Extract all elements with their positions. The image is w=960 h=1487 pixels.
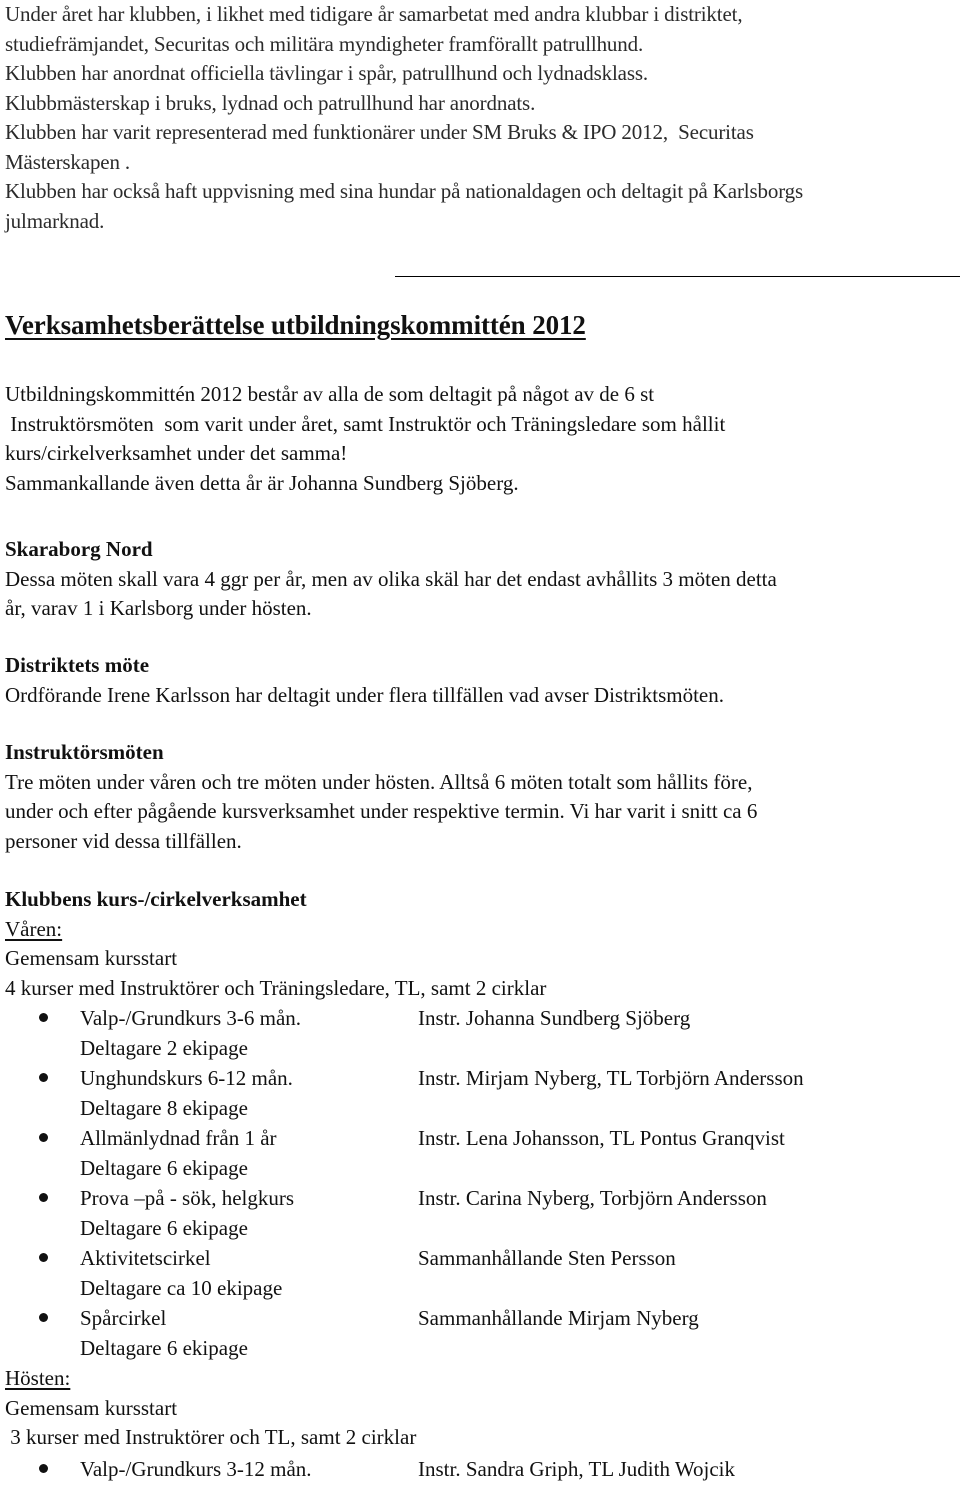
section-line: Ordförande Irene Karlsson har deltagit under flera tillfällen vad avser Distriktsmöten.: [5, 682, 724, 707]
list-item: [5, 1004, 955, 1064]
course-participants: Deltagare 8 ekipage: [80, 1096, 248, 1120]
section-line: Dessa möten skall vara 4 ggr per år, men av olika skäl har det endast avhållits 3 möten detta: [5, 566, 777, 591]
bullet-icon: [39, 1133, 48, 1142]
course-instructor: Instr. Sandra Griph, TL Judith Wojcik: [418, 1456, 735, 1481]
section-distrikt: [5, 651, 955, 710]
list-item: [5, 1304, 955, 1364]
intro-line: Under året har klubben, i likhet med tidigare år samarbetat med andra klubbar i distriktet,: [5, 2, 743, 26]
section-line: år, varav 1 i Karlsborg under hösten.: [5, 596, 312, 620]
committee-summary: [5, 380, 955, 498]
bullet-icon: [39, 1464, 48, 1473]
summary-line: Instruktörsmöten som varit under året, samt Instruktör och Träningsledare som hållit: [5, 411, 726, 436]
autumn-course-list: [5, 1455, 955, 1487]
horizontal-divider: [395, 276, 960, 277]
intro-line: Klubbmästerskap i bruks, lydnad och patrullhund har anordnats.: [5, 90, 536, 115]
section-heading: Distriktets möte: [5, 653, 150, 677]
section-line: under och efter pågående kursverksamhet under respektive termin. Vi har varit i snitt ca 6: [5, 799, 758, 823]
course-name: Prova –på - sök, helgkurs: [80, 1186, 295, 1210]
course-participants: Deltagare 2 ekipage: [80, 1036, 248, 1060]
course-name: Allmänlydnad från 1 år: [80, 1126, 277, 1150]
section-line: personer vid dessa tillfällen.: [5, 828, 242, 853]
course-participants: Deltagare 6 ekipage: [80, 1216, 248, 1240]
summary-line: Sammankallande även detta år är Johanna Sundberg Sjöberg.: [5, 470, 519, 495]
summary-line: kurs/cirkelverksamhet under det samma!: [5, 441, 348, 465]
course-instructor: Instr. Mirjam Nyberg, TL Torbjörn Andersson: [418, 1066, 804, 1090]
bullet-icon: [39, 1013, 48, 1022]
summary-line: Utbildningskommittén 2012 består av alla de som deltagit på något av de 6 st: [5, 382, 655, 406]
course-name: Valp-/Grundkurs 3-12 mån.: [80, 1456, 312, 1481]
list-item: [5, 1244, 955, 1304]
spring-label: Våren:: [5, 916, 63, 941]
intro-line: Klubben har också haft uppvisning med sina hundar på nationaldagen och deltagit på Karlsborgs: [5, 179, 804, 203]
autumn-label: Hösten:: [5, 1366, 71, 1390]
course-name: Aktivitetscirkel: [80, 1246, 211, 1270]
intro-paragraph: [5, 0, 960, 236]
intro-line: Mästerskapen .: [5, 149, 131, 174]
section-instruktorsmoten: [5, 738, 955, 856]
autumn-start: Gemensam kursstart: [5, 1395, 178, 1420]
spring-start: Gemensam kursstart: [5, 946, 178, 970]
course-name: Valp-/Grundkurs 3-6 mån.: [80, 1006, 302, 1030]
list-item: [5, 1455, 955, 1487]
course-instructor: Instr. Carina Nyberg, Torbjörn Andersson: [418, 1186, 767, 1210]
section-kursverksamhet: [5, 885, 955, 1487]
bullet-icon: [39, 1073, 48, 1082]
section-heading: Skaraborg Nord: [5, 537, 153, 561]
course-instructor: Instr. Johanna Sundberg Sjöberg: [418, 1006, 691, 1030]
intro-line: Klubben har varit representerad med funktionärer under SM Bruks & IPO 2012, Securitas: [5, 120, 754, 144]
intro-line: studiefrämjandet, Securitas och militära myndigheter framförallt patrullhund.: [5, 31, 644, 56]
bullet-icon: [39, 1313, 48, 1322]
course-instructor: Sammanhållande Sten Persson: [418, 1246, 676, 1270]
list-item: [5, 1064, 955, 1124]
page-title: Verksamhetsberättelse utbildningskommittén 2012: [5, 310, 586, 340]
list-item: [5, 1124, 955, 1184]
course-participants: Deltagare 6 ekipage: [80, 1336, 248, 1360]
section-heading: Instruktörsmöten: [5, 740, 164, 764]
intro-line: julmarknad.: [5, 208, 105, 233]
course-participants: Deltagare 6 ekipage: [80, 1156, 248, 1180]
spring-course-list: [5, 1004, 955, 1364]
course-participants: Deltagare ca 10 ekipage: [80, 1276, 283, 1300]
section-heading: Klubbens kurs-/cirkelverksamhet: [5, 887, 307, 911]
section-skaraborg: [5, 535, 955, 624]
autumn-summary: 3 kurser med Instruktörer och TL, samt 2 cirklar: [5, 1425, 417, 1449]
list-item: [5, 1184, 955, 1244]
course-instructor: Sammanhållande Mirjam Nyberg: [418, 1306, 699, 1330]
intro-line: Klubben har anordnat officiella tävlingar i spår, patrullhund och lydnadsklass.: [5, 61, 648, 85]
bullet-icon: [39, 1253, 48, 1262]
bullet-icon: [39, 1193, 48, 1202]
course-name: Spårcirkel: [80, 1306, 167, 1330]
course-name: Unghundskurs 6-12 mån.: [80, 1066, 293, 1090]
course-instructor: Instr. Lena Johansson, TL Pontus Granqvist: [418, 1126, 785, 1150]
section-line: Tre möten under våren och tre möten under hösten. Alltså 6 möten totalt som hållits före,: [5, 769, 753, 794]
spring-summary: 4 kurser med Instruktörer och Träningsledare, TL, samt 2 cirklar: [5, 975, 547, 1000]
